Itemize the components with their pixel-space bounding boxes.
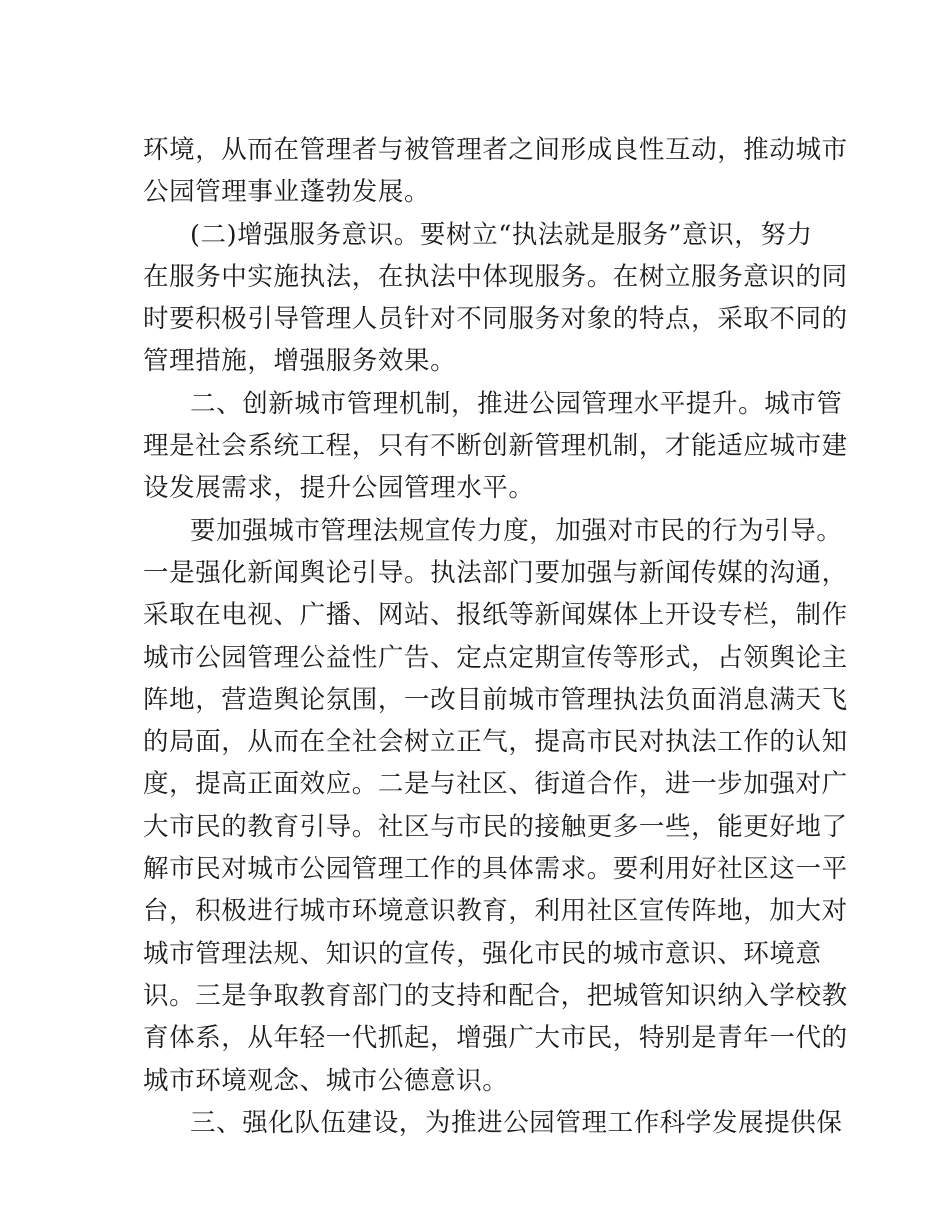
text-line: 城市管理法规、知识的宣传，强化市民的城市意识、环境意 [143, 938, 822, 969]
text-line: 城市公园管理公益性广告、定点定期宣传等形式，占领舆论主 [143, 642, 848, 673]
text-line: 育体系，从年轻一代抓起，增强广大市民，特别是青年一代的 [143, 1023, 848, 1054]
text-line: 大市民的教育引导。社区与市民的接触更多一些，能更好地了 [143, 811, 848, 842]
text-line: 的局面，从而在全社会树立正气，提高市民对执法工作的认知 [143, 727, 848, 758]
text-line: 阵地，营造舆论氛围，一改目前城市管理执法负面消息满天飞 [143, 684, 848, 715]
text-line: 公园管理事业蓬勃发展。 [143, 177, 431, 208]
text-line: 管理措施，增强服务效果。 [143, 346, 457, 377]
text-line: 一是强化新闻舆论引导。执法部门要加强与新闻传媒的沟通， [143, 557, 848, 588]
text-line: 识。三是争取教育部门的支持和配合，把城管知识纳入学校教 [143, 980, 848, 1011]
text-line: 台，积极进行城市环境意识教育，利用社区宣传阵地，加大对 [143, 896, 848, 927]
text-line: 采取在电视、广播、网站、报纸等新闻媒体上开设专栏，制作 [143, 600, 848, 631]
text-line: 解市民对城市公园管理工作的具体需求。要利用好社区这一平 [143, 854, 848, 885]
document-body [143, 129, 848, 1144]
text-line: 城市环境观念、城市公德意识。 [143, 1065, 509, 1096]
text-line: 环境，从而在管理者与被管理者之间形成良性互动，推动城市 [143, 135, 848, 165]
text-line: 在服务中实施执法，在执法中体现服务。在树立服务意识的同 [143, 261, 848, 292]
text-line: 要加强城市管理法规宣传力度，加强对市民的行为引导。 [190, 515, 843, 546]
text-line: 二、创新城市管理机制，推进公园管理水平提升。城市管 [190, 388, 843, 419]
text-line: (二)增强服务意识。要树立“执法就是服务”意识，努力 [190, 219, 813, 250]
text-line: 理是社会系统工程，只有不断创新管理机制，才能适应城市建 [143, 431, 848, 462]
text-line: 三、强化队伍建设，为推进公园管理工作科学发展提供保 [190, 1107, 843, 1138]
text-line: 度，提高正面效应。二是与社区、街道合作，进一步加强对广 [143, 769, 848, 800]
text-line: 时要积极引导管理人员针对不同服务对象的特点，采取不同的 [143, 304, 848, 335]
text-line: 设发展需求，提升公园管理水平。 [143, 473, 535, 504]
